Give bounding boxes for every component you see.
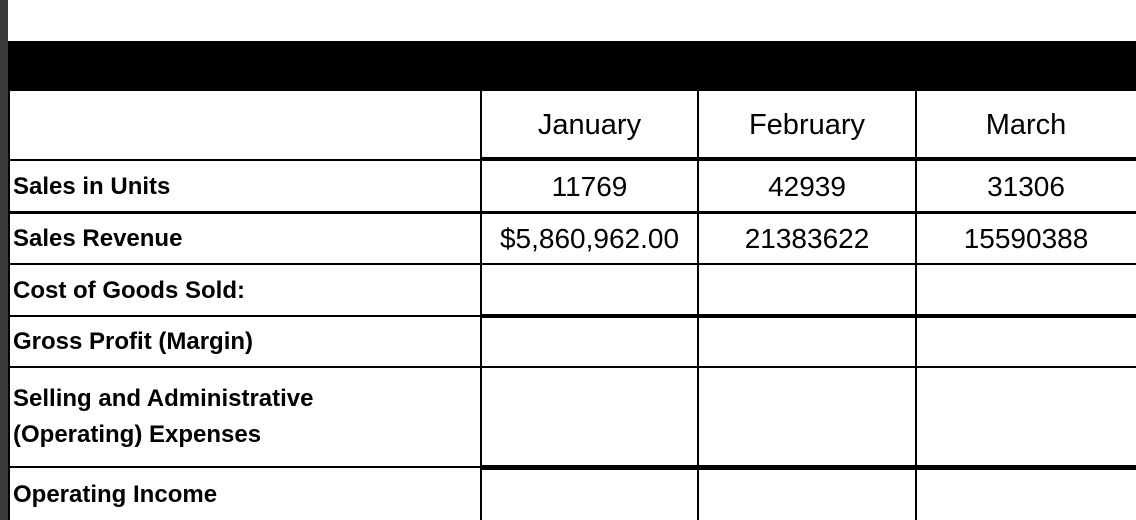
cell-cogs-february[interactable] bbox=[698, 266, 916, 316]
grid-line-v-left bbox=[8, 91, 10, 520]
cell-selling-admin-january[interactable] bbox=[481, 368, 698, 465]
cell-operating-income-march[interactable] bbox=[916, 469, 1136, 520]
grid-line-h-header-label bbox=[8, 159, 481, 161]
cell-cogs-january[interactable] bbox=[481, 266, 698, 316]
grid-line-h-header bbox=[481, 157, 1136, 161]
header-blank-cell bbox=[8, 91, 481, 159]
row-label-gross-profit: Gross Profit (Margin) bbox=[13, 328, 254, 355]
column-header-march: March bbox=[985, 108, 1067, 141]
cell-gross-profit-january[interactable] bbox=[481, 318, 698, 366]
row-label-sales-in-units: Sales in Units bbox=[13, 172, 171, 200]
cell-operating-income-january[interactable] bbox=[481, 469, 698, 520]
grid-line-h-row4 bbox=[8, 366, 1136, 368]
grid-line-h-row5-values bbox=[481, 465, 1136, 470]
row-label-sales-revenue: Sales Revenue bbox=[13, 225, 183, 252]
row-label-cost-of-goods-sold: Cost of Goods Sold: bbox=[13, 277, 245, 304]
window-left-edge bbox=[0, 0, 8, 520]
cell-gross-profit-march[interactable] bbox=[916, 318, 1136, 366]
cell-sales-revenue-february[interactable]: 21383622 bbox=[744, 223, 870, 254]
cell-sales-revenue-january[interactable]: $5,860,962.00 bbox=[499, 223, 680, 254]
cell-cogs-march[interactable] bbox=[916, 266, 1136, 316]
grid-line-v-feb bbox=[915, 91, 917, 520]
column-header-february: February bbox=[748, 108, 866, 141]
grid-line-h-row3-values bbox=[481, 314, 1136, 318]
row-label-operating-income: Operating Income bbox=[13, 480, 218, 508]
cell-selling-admin-march[interactable] bbox=[916, 368, 1136, 465]
cell-sales-units-january[interactable]: 11769 bbox=[551, 170, 628, 202]
row-label-line-1: Selling and Administrative bbox=[13, 384, 314, 412]
cell-sales-revenue-march[interactable]: 15590388 bbox=[963, 223, 1089, 254]
cell-operating-income-february[interactable] bbox=[698, 469, 916, 520]
cell-sales-units-march[interactable]: 31306 bbox=[987, 170, 1065, 202]
grid-line-v-label bbox=[480, 91, 482, 520]
cell-gross-profit-february[interactable] bbox=[698, 318, 916, 366]
cell-sales-units-february[interactable]: 42939 bbox=[768, 170, 846, 202]
grid-line-h-row2 bbox=[8, 263, 1136, 265]
column-header-january: January bbox=[537, 108, 642, 141]
row-label-selling-admin-expenses bbox=[8, 368, 481, 465]
statement-title: PROJECTED INCOME STATEMENT bbox=[289, 6, 847, 43]
grid-line-v-jan bbox=[697, 91, 699, 520]
row-label-line-2: (Operating) Expenses bbox=[13, 420, 262, 448]
grid-line-h-row1 bbox=[8, 211, 1136, 214]
cell-selling-admin-february[interactable] bbox=[698, 368, 916, 465]
